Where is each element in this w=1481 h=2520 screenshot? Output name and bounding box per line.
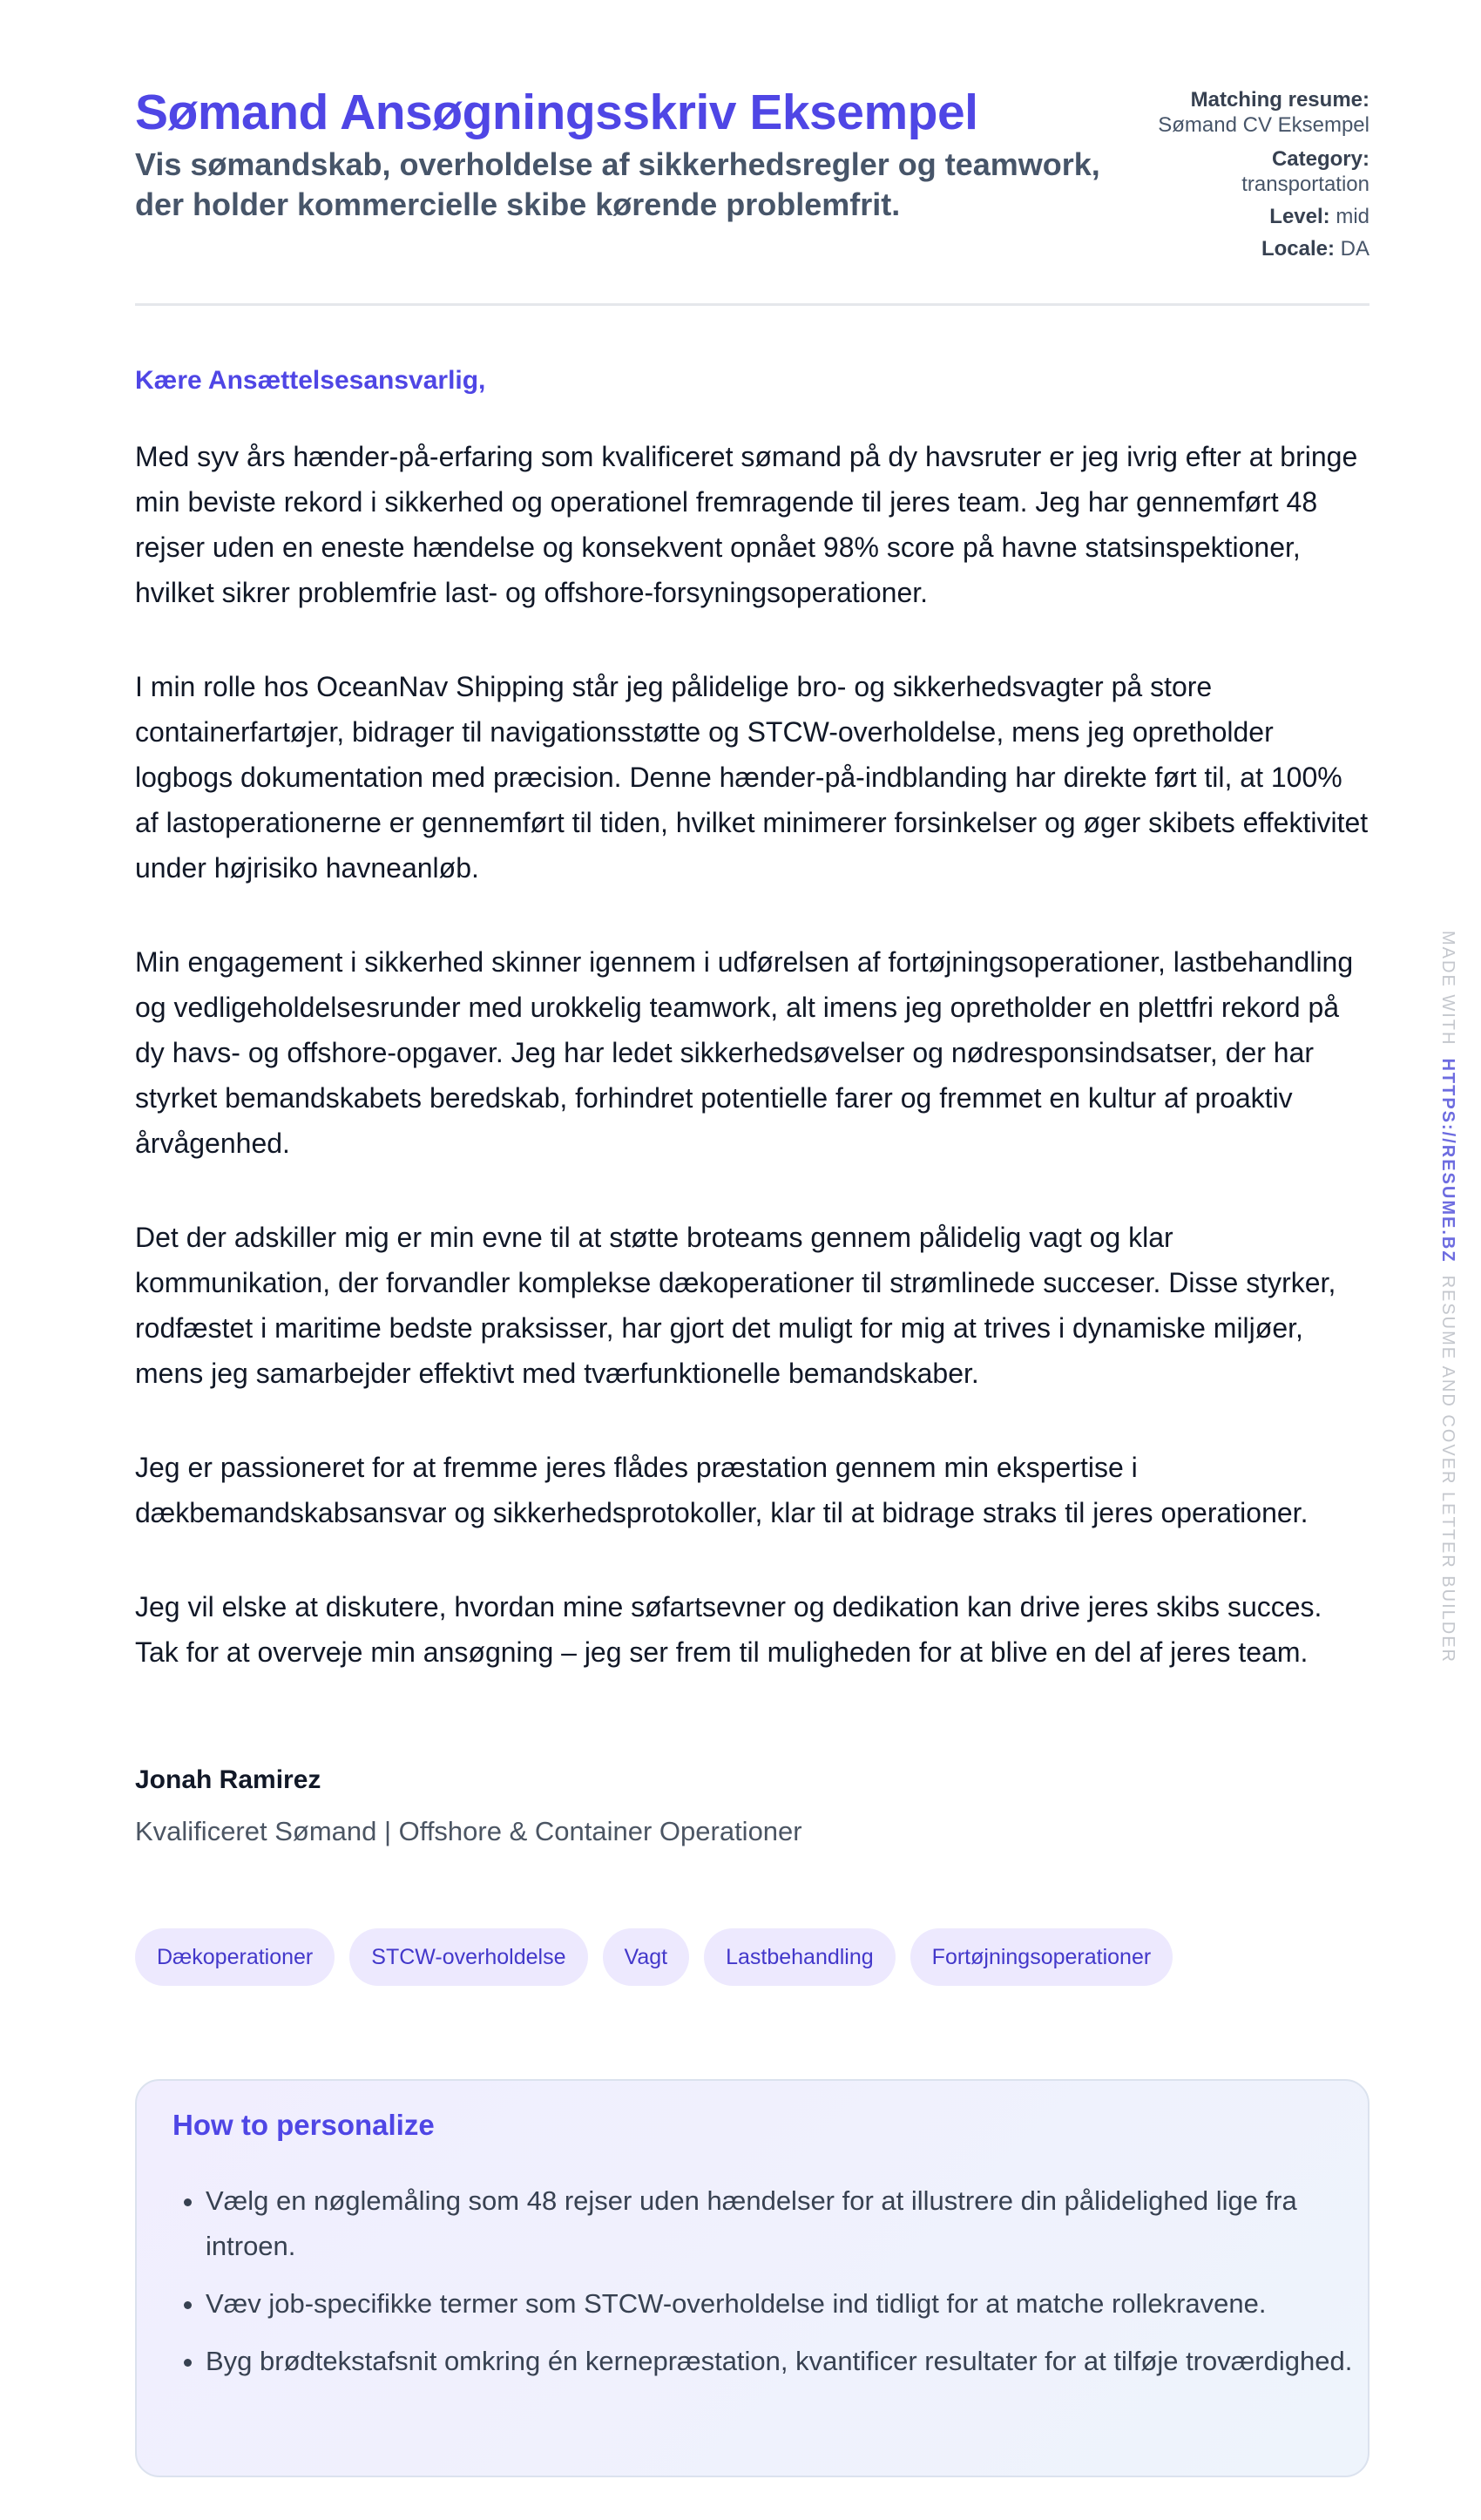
banner-suffix: RESUME AND COVER LETTER BUILDER <box>1438 1275 1457 1663</box>
letter-paragraph: Med syv års hænder-på-erfaring som kvalificeret sømand på dy havsruter er jeg ivrig efter at bringe min beviste rekord i sikkerhed og operationel fremragende til jeres team. Jeg har gennemført 48 rejser uden en eneste hændelse og konsekvent opnået 98% score på havne statsinspektioner, hvilket sikrer problemfrie last- og offshore-forsyningsoperationer. <box>135 441 1358 608</box>
personalize-tips-box <box>135 2079 1369 2477</box>
skill-tag: Dækoperationer <box>135 1928 335 1986</box>
skill-tag: STCW-overholdelse <box>349 1928 587 1986</box>
banner-prefix: MADE WITH <box>1438 931 1457 1047</box>
locale-label: Locale: <box>1261 237 1335 261</box>
signature-title: Kvalificeret Sømand | Offshore & Container Operationer <box>135 1816 802 1846</box>
level-label: Level: <box>1269 205 1330 228</box>
tips-list <box>172 2178 1364 2396</box>
tip-item: • Byg brødtekstafsnit omkring én kernepræstation, kvantificer resultater for at tilføje troværdighed. <box>206 2339 1364 2384</box>
cover-letter-page <box>135 0 1369 2376</box>
meta-info <box>1158 84 1369 265</box>
header <box>135 0 1369 306</box>
resume-bz-link[interactable]: HTTPS://RESUME.BZ <box>1438 1058 1457 1263</box>
tip-item: • Væv job-specifikke termer som STCW-overholdelse ind tidligt for at matche rollekravene. <box>206 2281 1364 2327</box>
letter-paragraph: I min rolle hos OceanNav Shipping står jeg pålidelige bro- og sikkerhedsvagter på store containerfartøjer, bidrager til navigationsstøtte og STCW-overholdelse, mens jeg opretholder logbogs dokumentation med præcision. Denne hænder-på-indblanding har direkte ført til, at 100% af lastoperationerne er gennemført til tiden, hvilket minimerer forsinkelser og øger skibets effektivitet under højrisiko havneanløb. <box>135 671 1369 884</box>
page-title: Sømand Ansøgningsskriv Eksempel <box>135 85 978 140</box>
level-value: mid <box>1336 205 1369 228</box>
letter-greeting: Kære Ansættelsesansvarlig, <box>135 366 486 395</box>
skill-tag: Fortøjningsoperationer <box>910 1928 1173 1986</box>
letter-paragraph: Det der adskiller mig er min evne til at støtte broteams gennem pålidelig vagt og klar kommunikation, der forvandler komplekse dækoperationer til strømlinede succeser. Disse styrker, rodfæstet i maritime bedste praksisser, har gjort det muligt for mig at trives i dynamiske miljøer, mens jeg samarbejder effektivt med tværfunktionelle bemandskaber. <box>135 1222 1336 1389</box>
tip-item: • Vælg en nøglemåling som 48 rejser uden hændelser for at illustrere din pålidelighed lige fra introen. <box>206 2178 1364 2269</box>
skill-tags <box>135 1928 1173 1986</box>
matching-resume-value: Sømand CV Eksempel <box>1158 113 1369 137</box>
page-subtitle: Vis sømandskab, overholdelse af sikkerhedsregler og teamwork, der holder kommercielle skibe kørende problemfrit. <box>135 146 1100 222</box>
category-value: transportation <box>1241 173 1369 196</box>
matching-resume-label: Matching resume: <box>1190 88 1369 112</box>
letter-body <box>135 434 1369 1724</box>
side-banner <box>1426 931 1461 1663</box>
skill-tag: Lastbehandling <box>704 1928 896 1986</box>
tips-title: How to personalize <box>172 2109 435 2141</box>
letter-paragraph: Min engagement i sikkerhed skinner igennem i udførelsen af fortøjningsoperationer, lastbehandling og vedligeholdelsesrunder med urokkelig teamwork, alt imens jeg opretholder en plettfri rekord på dy havs- og offshore-opgaver. Jeg har ledet sikkerhedsøvelser og nødresponsindsatser, der har styrket bemandskabets beredskab, forhindret potentielle farer og fremmet en kultur af proaktiv årvågenhed. <box>135 946 1354 1159</box>
skill-tag: Vagt <box>603 1928 690 1986</box>
letter-paragraph: Jeg vil elske at diskutere, hvordan mine søfartsevner og dedikation kan drive jeres skibs succes. Tak for at overveje min ansøgning – jeg ser frem til muligheden for at blive en del af jeres team. <box>135 1591 1322 1668</box>
signature-name: Jonah Ramirez <box>135 1765 321 1794</box>
letter-paragraph: Jeg er passioneret for at fremme jeres flådes præstation gennem min ekspertise i dækbemandskabsansvar og sikkerhedsprotokoller, klar til at bidrage straks til jeres operationer. <box>135 1452 1309 1528</box>
category-label: Category: <box>1271 147 1369 171</box>
locale-value: DA <box>1340 237 1369 261</box>
